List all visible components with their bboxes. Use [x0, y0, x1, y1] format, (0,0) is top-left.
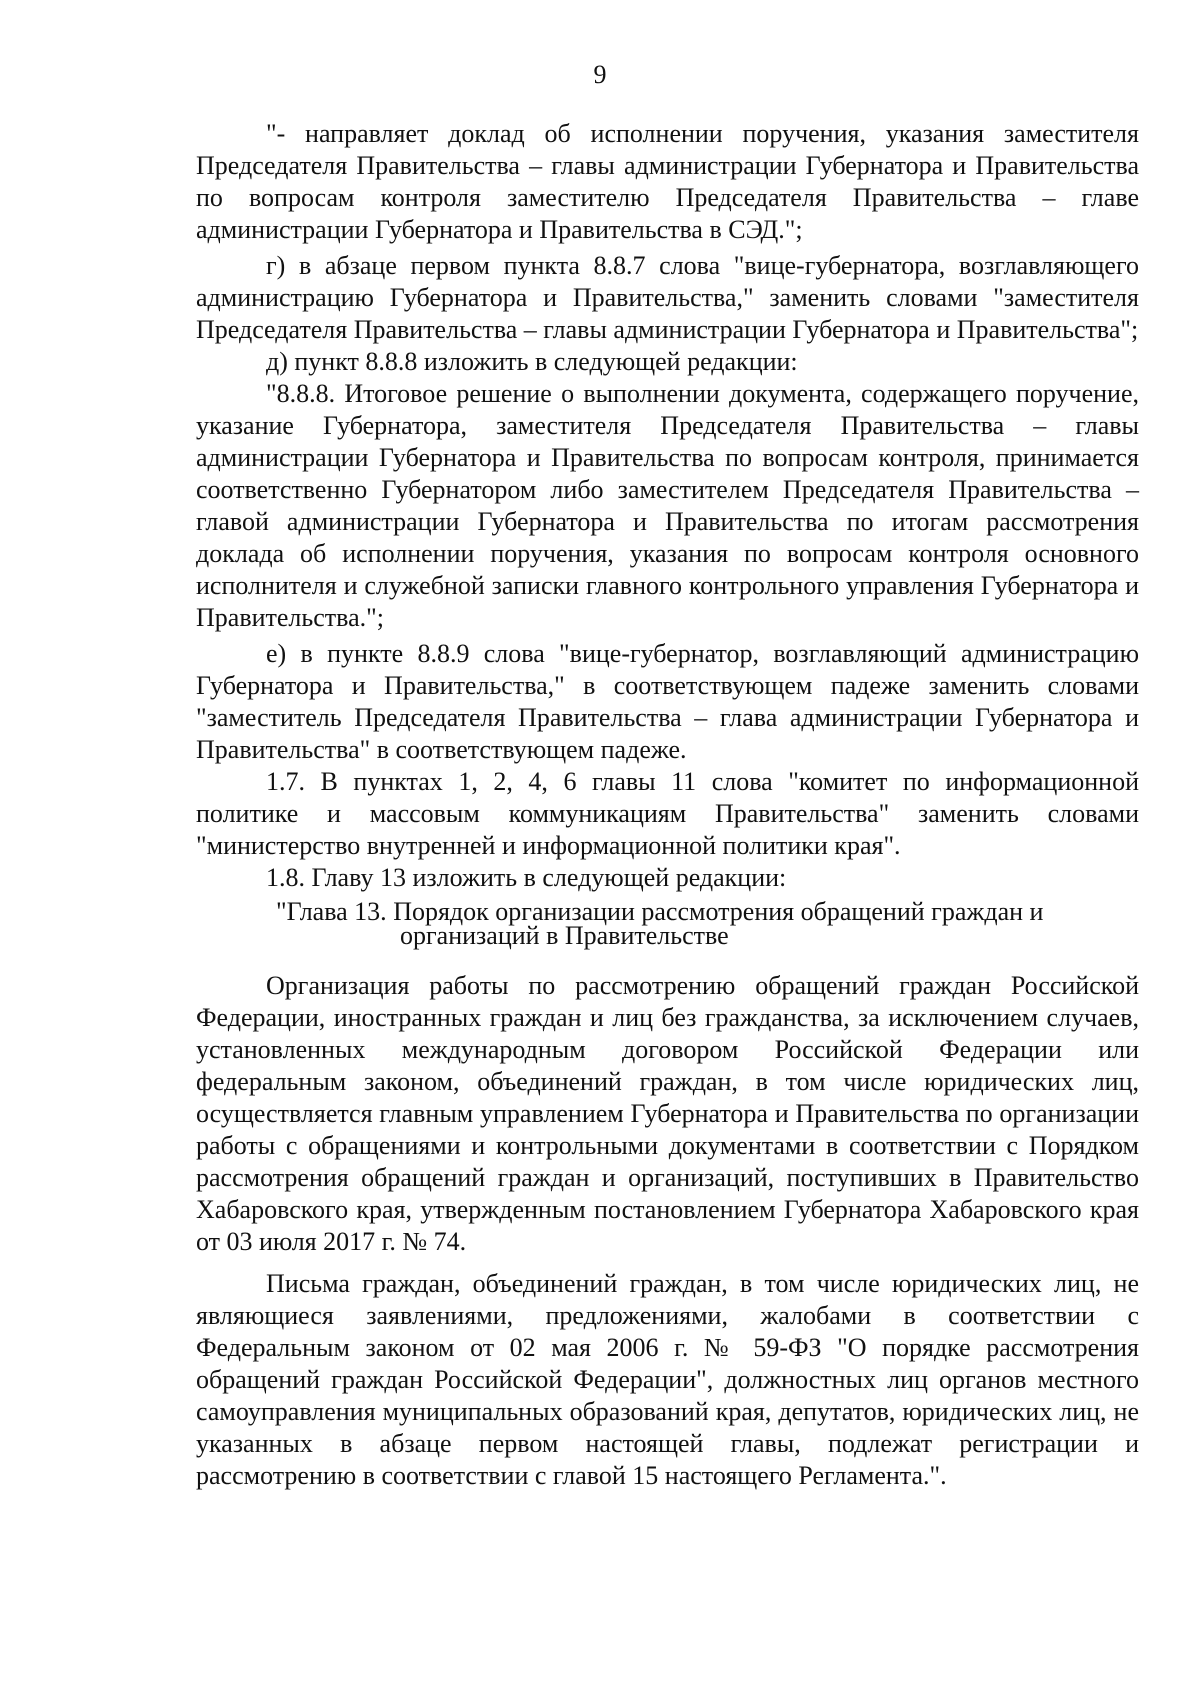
paragraph-item-e: е) в пункте 8.8.9 слова "вице-губернатор, возглавляющий администрацию Губернатора и Правительства," в соответствующем падеже заменить словами "заместитель Председателя Правительства – глава администрации Губернатора и Правительства" в соответствующем падеже.	[196, 639, 1139, 764]
chapter-heading-line1: Порядок организации рассмотрения обращений граждан и	[393, 897, 1044, 926]
document-body	[196, 118, 1139, 1492]
paragraph-item-g: г) в абзаце первом пункта 8.8.7 слова "вице-губернатора, возглавляющего администрацию Губернатора и Правительства," заменить словами "заместителя Председателя Правительства – главы администрации Губернатора и Правительства";	[196, 251, 1139, 344]
chapter-13-heading	[196, 897, 1139, 950]
paragraph-8-8-8: "8.8.8. Итоговое решение о выполнении документа, содержащего поручение, указание Губернатора, заместителя Председателя Правительства – главы администрации Губернатора и Правительства по вопросам контроля, принимается соответственно Губернатором либо заместителем Председателя Правительства – главой администрации Губернатора и Правительства по итогам рассмотрения доклада об исполнении поручения, указания по вопросам контроля основного исполнителя и служебной записки главного контрольного управления Губернатора и Правительства.";	[196, 379, 1139, 632]
paragraph-item-d: д) пункт 8.8.8 изложить в следующей редакции:	[266, 347, 798, 376]
paragraph-appeals-organization: Организация работы по рассмотрению обращений граждан Российской Федерации, иностранных граждан и лиц без гражданства, за исключением случаев, установленных международным договором Российской Федерации или федеральным законом, объединений граждан, в том числе юридических лиц, осуществляется главным управлением Губернатора и Правительства по организации работы с обращениями и контрольными документами в соответствии с Порядком рассмотрения обращений граждан и организаций, поступивших в Правительство Хабаровского края, утвержденным постановлением Губернатора Хабаровского края от 03 июля 2017 г. № 74.	[196, 971, 1139, 1256]
chapter-heading-line2: организаций в Правительстве	[400, 921, 729, 950]
paragraph-1-8: 1.8. Главу 13 изложить в следующей редакции:	[266, 863, 787, 892]
paragraph-1-7: 1.7. В пунктах 1, 2, 4, 6 главы 11 слова "комитет по информационной политике и массовым коммуникациям Правительства" заменить словами "министерство внутренней и информационной политики края".	[196, 767, 1139, 860]
page-number: 9	[593, 60, 607, 89]
paragraph-report-direction: "- направляет доклад об исполнении поручения, указания заместителя Председателя Правительства – главы администрации Губернатора и Правительства по вопросам контроля заместителю Председателя Правительства – главе администрации Губернатора и Правительства в СЭД.";	[196, 119, 1139, 244]
paragraph-letters: Письма граждан, объединений граждан, в том числе юридических лиц, не являющиеся заявлениями, предложениями, жалобами в соответствии с Федеральным законом от 02 мая 2006 г. № 59-ФЗ "О порядке рассмотрения обращений граждан Российской Федерации", должностных лиц органов местного самоуправления муниципальных образований края, депутатов, юридических лиц, не указанных в абзаце первом настоящей главы, подлежат регистрации и рассмотрению в соответствии с главой 15 настоящего Регламента.".	[196, 1269, 1139, 1490]
chapter-heading-prefix: "Глава 13.	[276, 897, 394, 926]
